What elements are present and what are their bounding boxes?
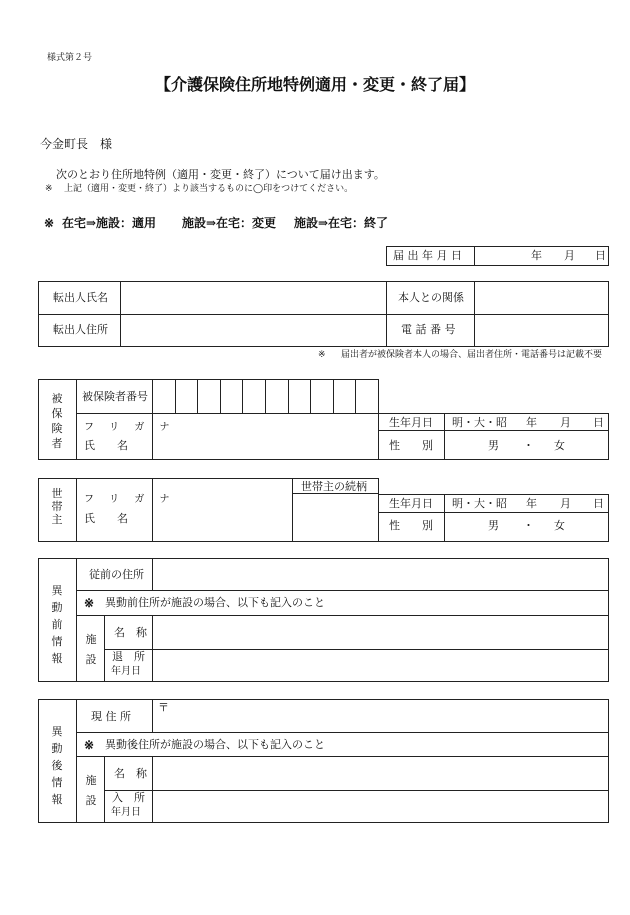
before-leave-date-label: 年月日 [111,666,141,677]
submit-day-label: 日 [595,249,606,262]
before-note: 異動前住所が施設の場合、以下も記入のこと [105,596,325,609]
before-address-label: 従前の住所 [89,568,144,581]
householder-relation-field[interactable] [293,494,378,541]
submit-date-label: 届 出 年 月 日 [393,249,462,262]
submit-year-label: 年 [531,249,542,262]
after-enter-date-field[interactable] [153,791,608,822]
postal-mark: 〒 [158,701,169,714]
applicant-note-mark: ※ [318,350,326,360]
insured-side-label: 被 保 険 者 [51,392,63,450]
insured-era[interactable]: 明・大・昭 [452,416,507,429]
applicant-address-label: 転出人住所 [53,323,108,336]
before-facility-name-field[interactable] [153,616,608,649]
options-mark: ※ [44,216,55,230]
householder-relation-label: 世帯主の続柄 [301,480,367,493]
householder-sex-dot: ・ [523,519,534,532]
option-change[interactable]: 施設⇒在宅：変更 [182,216,277,230]
householder-female[interactable]: 女 [554,519,565,532]
option-end[interactable]: 施設⇒在宅：終了 [294,216,389,230]
householder-male[interactable]: 男 [488,519,499,532]
householder-name-field[interactable] [153,479,292,541]
before-leave-date-field[interactable] [153,650,608,681]
insured-year-label: 年 [526,416,537,429]
after-facility-name-label: 名 称 [114,767,147,780]
householder-birth-label: 生年月日 [389,497,433,510]
insured-furigana-label: フ リ ガ ナ [84,422,176,433]
insured-sex-label: 性 別 [389,439,433,452]
insured-sex-dot: ・ [523,439,534,452]
applicant-note: 届出者が被保険者本人の場合、届出者住所・電話番号は記載不要 [341,350,603,360]
addressee: 今金町長 様 [40,137,113,151]
after-address-label: 現 住 所 [91,710,131,723]
insured-day-label: 日 [593,416,604,429]
before-facility-label: 施 設 [85,633,97,666]
after-facility-name-field[interactable] [153,757,608,790]
after-enter-label: 入 所 [112,791,145,804]
note-mark: ※ [45,184,53,194]
after-enter-date-label: 年月日 [111,807,141,818]
submit-month-label: 月 [564,249,575,262]
insured-name-field[interactable] [153,414,378,459]
applicant-name-label: 転出人氏名 [53,291,108,304]
insured-number-label: 被保険者番号 [82,390,148,403]
after-note-mark: ※ [84,738,95,752]
before-side-label: 異 動 前 情 報 [51,584,63,666]
before-address-field[interactable] [153,559,608,590]
before-note-mark: ※ [84,596,95,610]
page-title: 【介護保険住所地特例適用・変更・終了届】 [154,75,475,94]
householder-day-label: 日 [593,497,604,510]
submit-date-field[interactable] [475,247,608,265]
intro-text: 次のとおり住所地特例（適用・変更・終了）について届け出ます。 [56,168,385,181]
after-facility-label: 施 設 [85,774,97,807]
householder-side-label: 世 帯 主 [51,487,63,527]
applicant-name-field[interactable] [121,282,386,314]
insured-number-field[interactable] [153,380,378,413]
phone-label: 電 話 番 号 [401,323,456,336]
insured-name-label: 氏 名 [84,439,128,452]
householder-month-label: 月 [560,497,571,510]
householder-furigana-label: フ リ ガ ナ [84,494,176,505]
option-apply[interactable]: 在宅⇒施設：適用 [62,216,157,230]
insured-birth-label: 生年月日 [389,416,433,429]
householder-sex-label: 性 別 [389,519,433,532]
householder-year-label: 年 [526,497,537,510]
after-note: 異動後住所が施設の場合、以下も記入のこと [105,738,325,751]
applicant-address-field[interactable] [121,315,386,346]
relation-field[interactable] [475,282,608,314]
before-facility-name-label: 名 称 [114,626,147,639]
after-side-label: 異 動 後 情 報 [51,725,63,807]
note-circle-text: 上記（適用・変更・終了）より該当するものに◯印をつけてください。 [64,184,354,194]
phone-field[interactable] [475,315,608,346]
householder-era[interactable]: 明・大・昭 [452,497,507,510]
insured-male[interactable]: 男 [488,439,499,452]
relation-label: 本人との関係 [398,291,464,304]
householder-name-label: 氏 名 [84,512,128,525]
after-address-field[interactable] [153,700,608,732]
form-number: 様式第２号 [47,53,93,63]
insured-month-label: 月 [560,416,571,429]
before-leave-label: 退 所 [112,650,145,663]
insured-female[interactable]: 女 [554,439,565,452]
